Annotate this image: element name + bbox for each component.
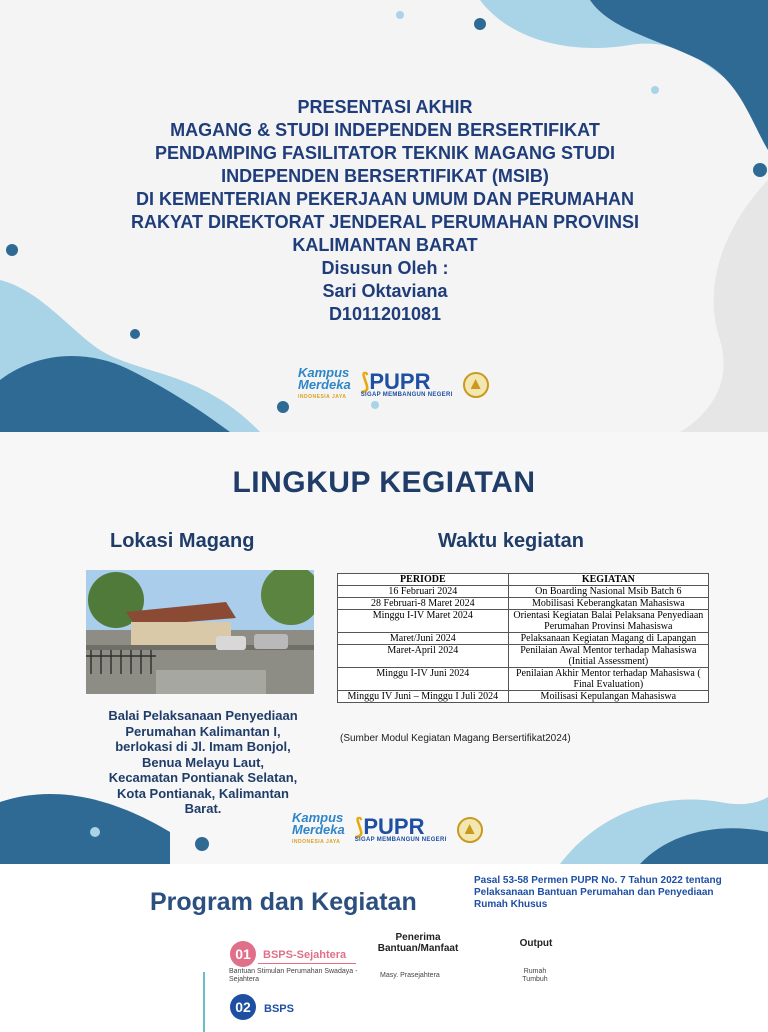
- col-kegiatan: KEGIATAN: [508, 574, 708, 586]
- regulation-note: Pasal 53-58 Permen PUPR No. 7 Tahun 2022 tentang Pelaksanaan Bantuan Perumahan dan Penyediaan Rumah Khusus: [474, 875, 722, 910]
- col-output: Output: [519, 938, 553, 949]
- section-title: LINGKUP KEGIATAN: [232, 466, 536, 499]
- table-row: [338, 633, 709, 645]
- program-label-01: BSPS-Sejahtera: [263, 949, 347, 961]
- title-line: MAGANG & STUDI INDEPENDEN BERSERTIFIKAT: [170, 120, 600, 140]
- author-id: D1011201081: [328, 304, 442, 324]
- table-row: [338, 598, 709, 610]
- logo-row-2: [292, 812, 483, 848]
- cell-periode: Maret/Juni 2024: [338, 633, 509, 645]
- title-line: KALIMANTAN BARAT: [292, 235, 478, 255]
- author-name: Sari Oktaviana: [322, 281, 448, 301]
- timeline-line: [203, 972, 205, 1032]
- title-line: INDEPENDEN BERSERTIFIKAT (MSIB): [221, 166, 549, 186]
- table-row: [338, 610, 709, 633]
- program-title: Program dan Kegiatan: [150, 888, 417, 916]
- kampus-merdeka-logo: Kampus Merdeka INDONESIA JAYA: [292, 810, 345, 845]
- title-line: PRESENTASI AKHIR: [297, 97, 473, 117]
- col-penerima: Penerima Bantuan/Manfaat: [377, 932, 459, 954]
- cell-kegiatan: Penilaian Akhir Mentor terhadap Mahasiswa ( Final Evaluation): [508, 668, 708, 691]
- program-badge-02: 02: [230, 994, 256, 1020]
- program-desc-01: Bantuan Stimulan Perumahan Swadaya - Sejahtera: [229, 968, 358, 983]
- program-label-02: BSPS: [264, 1003, 294, 1015]
- tut-wuri-seal-icon: [457, 817, 483, 843]
- cell-kegiatan: Penilaian Awal Mentor terhadap Mahasiswa (Initial Assessment): [508, 645, 708, 668]
- cell-periode: Maret-April 2024: [338, 645, 509, 668]
- kampus-merdeka-logo: Kampus Merdeka INDONESIA JAYA: [298, 365, 351, 400]
- cell-periode: 28 Februari-8 Maret 2024: [338, 598, 509, 610]
- pupr-logo: ⟆PUPR SIGAP MEMBANGUN NEGERI: [360, 369, 453, 398]
- program-underline: [258, 963, 356, 964]
- table-row: [338, 586, 709, 598]
- cell-periode: Minggu I-IV Maret 2024: [338, 610, 509, 633]
- table-row: [338, 668, 709, 691]
- title-line: PENDAMPING FASILITATOR TEKNIK MAGANG STUDI: [154, 143, 615, 163]
- cell-kegiatan: On Boarding Nasional Msib Batch 6: [508, 586, 708, 598]
- cell-kegiatan: Moilisasi Kepulangan Mahasiswa: [508, 691, 708, 703]
- tut-wuri-seal-icon: [463, 372, 489, 398]
- col-periode: PERIODE: [338, 574, 509, 586]
- location-heading: Lokasi Magang: [110, 530, 255, 552]
- location-description: Balai Pelaksanaan Penyediaan Perumahan Kalimantan I, berlokasi di Jl. Imam Bonjol, Benua Melayu Laut, Kecamatan Pontianak Selatan, Kota Pontianak, Kalimantan Barat.: [108, 708, 298, 816]
- pupr-logo: ⟆PUPR SIGAP MEMBANGUN NEGERI: [354, 814, 447, 843]
- cell-periode: Minggu I-IV Juni 2024: [338, 668, 509, 691]
- title-line: DI KEMENTERIAN PEKERJAAN UMUM DAN PERUMAHAN: [135, 189, 634, 209]
- slide-cover: [0, 0, 768, 432]
- table-row: [338, 645, 709, 668]
- program-penerima-01: Masy. Prasejahtera: [380, 972, 440, 979]
- cell-kegiatan: Pelaksanaan Kegiatan Magang di Lapangan: [508, 633, 708, 645]
- schedule-table: [337, 573, 709, 703]
- cell-kegiatan: Mobilisasi Keberangkatan Mahasiswa: [508, 598, 708, 610]
- table-row: [338, 691, 709, 703]
- program-badge-01: 01: [230, 941, 256, 967]
- logo-row: [298, 367, 489, 403]
- author-label: Disusun Oleh :: [321, 258, 449, 278]
- cell-kegiatan: Orientasi Kegiatan Balai Pelaksana Penyediaan Perumahan Provinsi Mahasiswa: [508, 610, 708, 633]
- cell-periode: Minggu IV Juni – Minggu I Juli 2024: [338, 691, 509, 703]
- title-line: RAKYAT DIREKTORAT JENDERAL PERUMAHAN PROVINSI: [130, 212, 640, 232]
- table-source: (Sumber Modul Kegiatan Magang Bersertifikat2024): [340, 733, 571, 744]
- program-output-01: Rumah Tumbuh: [522, 968, 548, 983]
- office-photo: [86, 570, 314, 694]
- schedule-heading: Waktu kegiatan: [438, 530, 584, 552]
- cell-periode: 16 Februari 2024: [338, 586, 509, 598]
- cover-title: [90, 96, 680, 326]
- table-header-row: [338, 574, 709, 586]
